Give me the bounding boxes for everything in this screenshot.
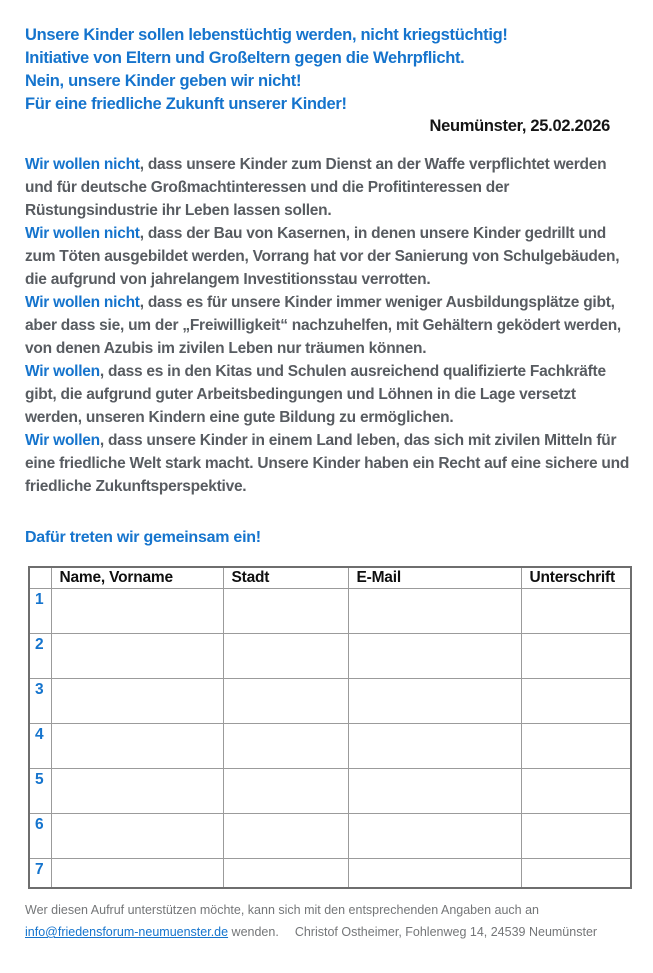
row-number: 7: [29, 858, 51, 888]
title-line-1: Unsere Kinder sollen lebenstüchtig werden, nicht kriegstüchtig!: [25, 26, 508, 44]
row-number: 5: [29, 768, 51, 813]
row-number: 2: [29, 633, 51, 678]
cell-name-vorname: [51, 813, 223, 858]
cell-stadt: [223, 678, 348, 723]
paragraph-lead: Wir wollen nicht: [25, 294, 140, 311]
title-line-4: Für eine friedliche Zukunft unserer Kinder!: [25, 95, 347, 113]
dateline: Neumünster, 25.02.2026: [429, 117, 610, 135]
cell-email: [348, 813, 521, 858]
table-header-row: [29, 567, 631, 588]
body-paragraph: [25, 222, 631, 291]
table-header-stadt: Stadt: [223, 567, 348, 588]
cell-unterschrift: [521, 678, 631, 723]
footer-note: [25, 899, 630, 943]
cell-name-vorname: [51, 588, 223, 633]
table-row: [29, 633, 631, 678]
cell-unterschrift: [521, 723, 631, 768]
signature-table: [28, 566, 632, 889]
cell-unterschrift: [521, 768, 631, 813]
table-header-unterschrift: Unterschrift: [521, 567, 631, 588]
cell-unterschrift: [521, 813, 631, 858]
paragraph-text: , dass es für unsere Kinder immer weniger Ausbildungsplätze gibt, aber dass sie, um der „Freiwilligkeit“ nachzuhelfen, mit Gehältern geködert werden, von denen Azubis im zivilen Leben nur träumen können.: [25, 294, 621, 357]
cell-stadt: [223, 858, 348, 888]
cell-unterschrift: [521, 858, 631, 888]
table-header-email: E-Mail: [348, 567, 521, 588]
paragraph-lead: Wir wollen: [25, 432, 100, 449]
cell-name-vorname: [51, 633, 223, 678]
body-paragraph: [25, 291, 631, 360]
cell-email: [348, 768, 521, 813]
table-row: [29, 813, 631, 858]
paragraph-text: , dass unsere Kinder zum Dienst an der Waffe verpflichtet werden und für deutsche Großmachtinteressen und die Profitinteressen der Rüstungsindustrie ihr Leben lassen sollen.: [25, 156, 607, 219]
cell-unterschrift: [521, 588, 631, 633]
cell-stadt: [223, 633, 348, 678]
body-paragraph: [25, 360, 631, 429]
cell-email: [348, 858, 521, 888]
table-header-number: [29, 567, 51, 588]
cell-name-vorname: [51, 858, 223, 888]
paragraph-text: , dass es in den Kitas und Schulen ausreichend qualifizierte Fachkräfte gibt, die aufgrund guter Arbeitsbedingungen und Löhnen in die Lage versetzt werden, unseren Kindern eine gute Bildung zu ermöglichen.: [25, 363, 606, 426]
title-line-2: Initiative von Eltern und Großeltern gegen die Wehrpflicht.: [25, 49, 465, 67]
body-paragraph: [25, 429, 631, 498]
table-header-name-vorname: Name, Vorname: [51, 567, 223, 588]
cell-name-vorname: [51, 768, 223, 813]
title-line-3: Nein, unsere Kinder geben wir nicht!: [25, 72, 302, 90]
cell-stadt: [223, 813, 348, 858]
table-row: [29, 768, 631, 813]
table-row: [29, 678, 631, 723]
table-row: [29, 858, 631, 888]
cell-stadt: [223, 768, 348, 813]
row-number: 4: [29, 723, 51, 768]
cell-email: [348, 588, 521, 633]
cell-email: [348, 633, 521, 678]
footer-line-1: Wer diesen Aufruf unterstützen möchte, kann sich mit den entsprechenden Angaben auch an: [25, 903, 539, 917]
footer-after-email: wenden.: [228, 925, 279, 939]
cell-stadt: [223, 588, 348, 633]
call-to-action: Dafür treten wir gemeinsam ein!: [25, 529, 261, 546]
row-number: 6: [29, 813, 51, 858]
cell-name-vorname: [51, 678, 223, 723]
row-number: 1: [29, 588, 51, 633]
paragraph-lead: Wir wollen nicht: [25, 225, 140, 242]
table-row: [29, 723, 631, 768]
paragraph-lead: Wir wollen: [25, 363, 100, 380]
cell-unterschrift: [521, 633, 631, 678]
cell-name-vorname: [51, 723, 223, 768]
cell-email: [348, 678, 521, 723]
footer-line-2: [25, 921, 630, 943]
footer-contact: Christof Ostheimer, Fohlenweg 14, 24539 Neumünster: [294, 925, 598, 939]
email-link[interactable]: info@friedensforum-neumuenster.de: [25, 925, 229, 939]
cell-email: [348, 723, 521, 768]
row-number: 3: [29, 678, 51, 723]
paragraph-lead: Wir wollen nicht: [25, 156, 140, 173]
paragraph-text: , dass unsere Kinder in einem Land leben, das sich mit zivilen Mitteln für eine friedliche Welt stark macht. Unsere Kinder haben ein Recht auf eine sichere und friedliche Zukunftsperspektive.: [25, 432, 630, 495]
cell-stadt: [223, 723, 348, 768]
body-paragraph: [25, 153, 631, 222]
table-row: [29, 588, 631, 633]
body-text: [25, 153, 631, 549]
document-header: [25, 24, 630, 137]
paragraph-text: , dass der Bau von Kasernen, in denen unsere Kinder gedrillt und zum Töten ausgebildet werden, Vorrang hat vor der Sanierung von Schulgebäuden, die aufgrund von jahrelangem Investitionsstau verrotten.: [25, 225, 620, 288]
